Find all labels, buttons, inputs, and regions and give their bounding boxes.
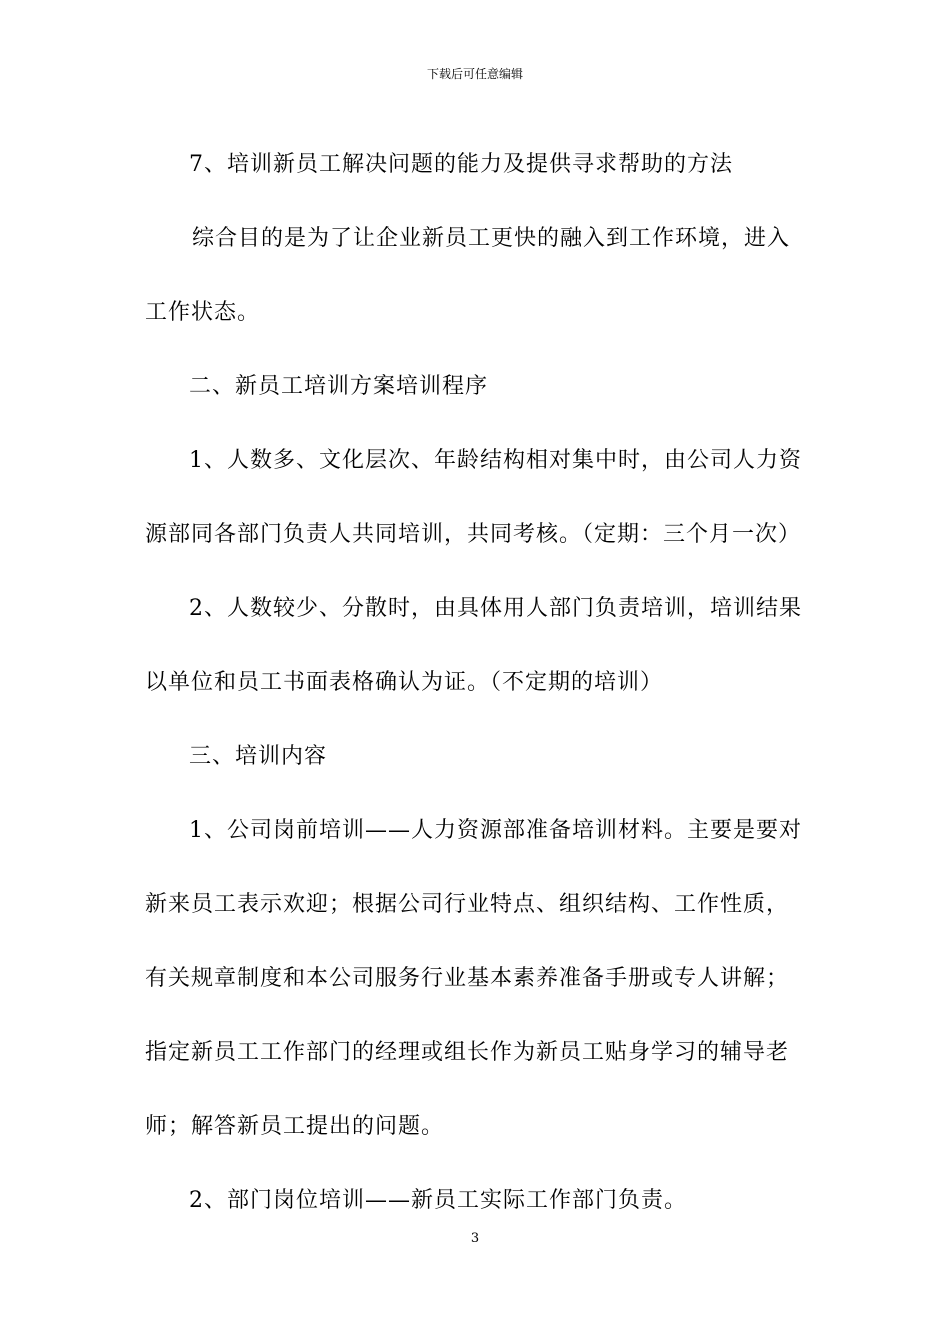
page-number: 3 (470, 1231, 480, 1246)
paragraph-content-1: 1、公司岗前培训——人力资源部准备培训材料。主要是要对新来员工表示欢迎；根据公司行业特点、组织结构、工作性质，有关规章制度和本公司服务行业基本素养准备手册或专人讲解；指定新员工工作部门的经理或组长作为新员工贴身学习的辅导老师；解答新员工提出的问题。 (145, 818, 802, 1139)
paragraph-purpose: 综合目的是为了让企业新员工更快的融入到工作环境，进入工作状态。 (145, 226, 791, 325)
document-body (145, 128, 810, 1238)
paragraph-procedure-2: 2、人数较少、分散时，由具体用人部门负责培训，培训结果以单位和员工书面表格确认为证。（不定期的培训） (145, 596, 802, 695)
section-heading-procedure: 二、新员工培训方案培训程序 (189, 374, 489, 399)
section-heading-content: 三、培训内容 (189, 744, 328, 769)
page-header: 下载后可任意编辑 (426, 67, 523, 81)
paragraph-content-2: 2、部门岗位培训——新员工实际工作部门负责。 (189, 1188, 687, 1213)
paragraph-item-7: 7、培训新员工解决问题的能力及提供寻求帮助的方法 (189, 152, 733, 177)
paragraph-procedure-1: 1、人数多、文化层次、年龄结构相对集中时，由公司人力资源部同各部门负责人共同培训，共同考核。（定期：三个月一次） (145, 448, 802, 547)
